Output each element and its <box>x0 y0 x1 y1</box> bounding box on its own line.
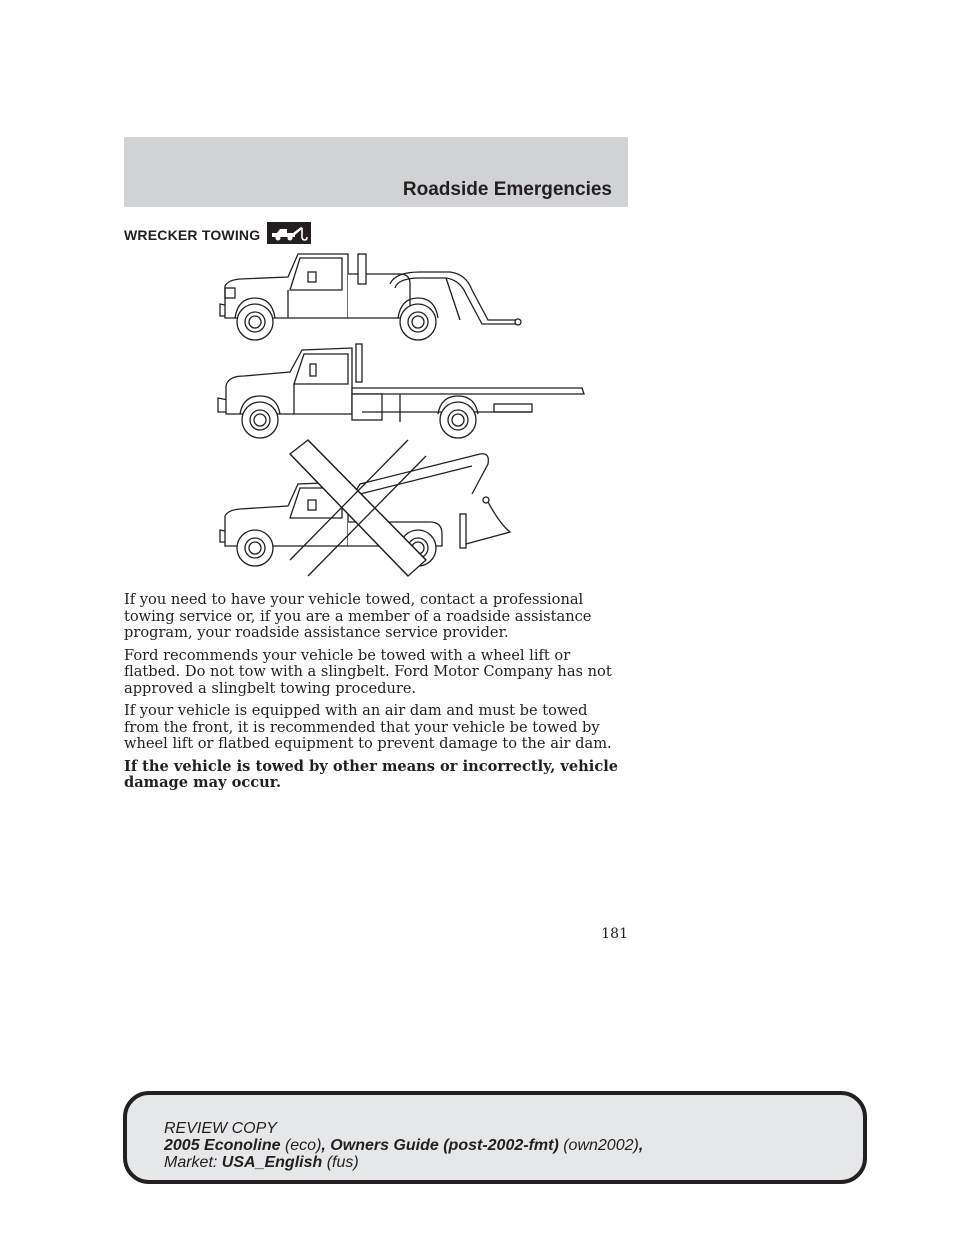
towing-methods-figure <box>210 244 610 584</box>
heading-text: WRECKER TOWING <box>124 226 261 243</box>
damage-warning: If the vehicle is towed by other means or incorrectly, vehicle damage may occur. <box>124 757 619 791</box>
section-header-band <box>124 137 628 207</box>
review-copy-footer <box>123 1091 867 1184</box>
footer-model-line: 2005 Econoline (eco), Owners Guide (post-2002-fmt) (own2002), <box>164 1137 644 1154</box>
footer-market-line: Market: USA_English (fus) <box>164 1154 359 1171</box>
page-number: 181 <box>601 926 628 942</box>
slingbelt-truck-crossed-out-illustration <box>220 440 510 576</box>
paragraph-recommendation: Ford recommends your vehicle be towed with a wheel lift or flatbed. Do not tow with a slingbelt. Ford Motor Company has not approved a slingbelt towing procedure. <box>124 646 612 697</box>
wheel-lift-truck-illustration <box>220 254 521 340</box>
review-copy-label: REVIEW COPY <box>164 1120 277 1137</box>
section-title: Roadside Emergencies <box>402 179 612 200</box>
towing-instructions <box>124 592 624 798</box>
paragraph-professional-towing: If you need to have your vehicle towed, contact a professional towing service or, if you are a member of a roadside assistance program, your roadside assistance service provider. <box>124 591 592 641</box>
flatbed-truck-illustration <box>218 344 584 438</box>
paragraph-air-dam: If your vehicle is equipped with an air dam and must be towed from the front, it is recommended that your vehicle be towed by wheel lift or flatbed equipment to prevent damage to the air dam. <box>124 702 612 752</box>
